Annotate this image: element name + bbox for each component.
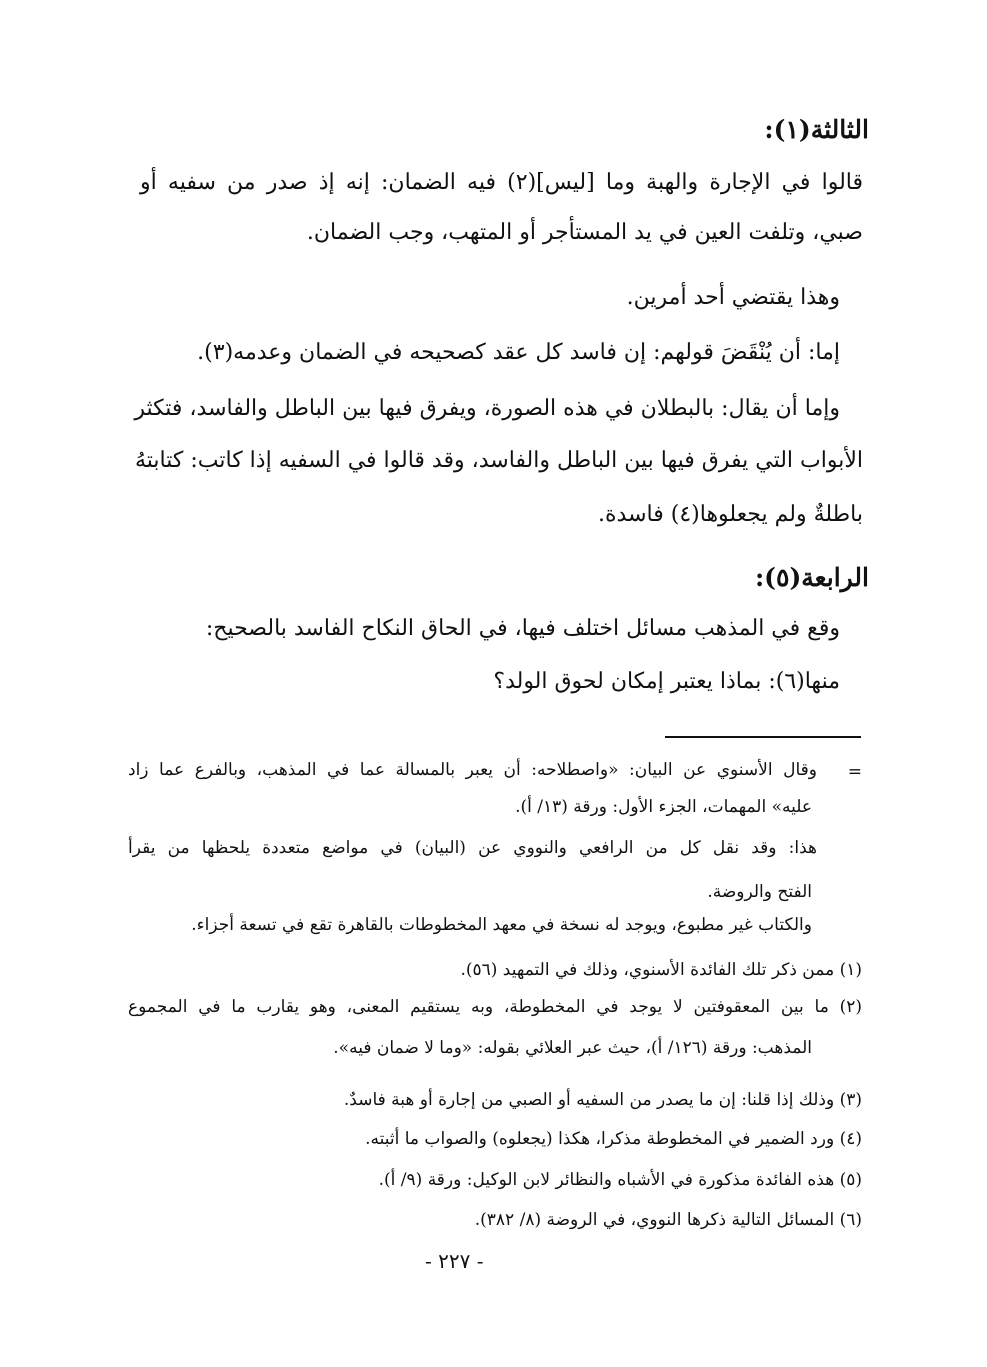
heading-fourth: الرابعة(٥): — [754, 563, 869, 592]
footnote-line: وقال الأسنوي عن البيان: «واصطلاحه: أن يعبر بالمسالة عما في المذهب، وبالفرع عما زاد — [128, 760, 817, 780]
footnote-line: هذا: وقد نقل كل من الرافعي والنووي عن (البيان) في مواضع متعددة يلحظها من يقرأ — [128, 838, 817, 858]
footnote-line: والكتاب غير مطبوع، ويوجد له نسخة في معهد المخطوطات بالقاهرة تقع في تسعة أجزاء. — [191, 915, 812, 935]
paragraph-line: وقع في المذهب مسائل اختلف فيها، في الحاق النكاح الفاسد بالصحيح: — [205, 616, 840, 641]
paragraph-line: باطلةٌ ولم يجعلوها(٤) فاسدة. — [598, 502, 863, 527]
paragraph-line: وإما أن يقال: بالبطلان في هذه الصورة، ويفرق فيها بين الباطل والفاسد، فتكثر — [134, 396, 840, 421]
footnote-line: (٤) ورد الضمير في المخطوطة مذكرا، هكذا (يجعلوه) والصواب ما أثبته. — [365, 1129, 862, 1149]
paragraph-line: قالوا في الإجارة والهبة وما [ليس](٢) فيه الضمان: إنه إذ صدر من سفيه أو — [140, 170, 863, 195]
footnote-line: المذهب: ورقة (١٢٦/ أ)، حيث عبر العلائي بقوله: «وما لا ضمان فيه». — [333, 1038, 812, 1058]
footnote-line: (٥) هذه الفائدة مذكورة في الأشباه والنظائر لابن الوكيل: ورقة (٩/ أ). — [378, 1170, 862, 1190]
page-number: - ٢٢٧ - — [425, 1249, 484, 1273]
footnote-line: (٣) وذلك إذا قلنا: إن ما يصدر من السفيه أو الصبي من إجارة أو هبة فاسدٌ. — [343, 1090, 862, 1110]
footnote-continuation-mark: = — [847, 762, 862, 782]
footnote-line: (٦) المسائل التالية ذكرها النووي، في الروضة (٨/ ٣٨٢). — [474, 1210, 862, 1230]
paragraph-line: وهذا يقتضي أحد أمرين. — [626, 285, 840, 310]
footnote-line: الفتح والروضة. — [707, 882, 812, 902]
footnote-separator — [665, 736, 861, 738]
heading-third: الثالثة(١): — [764, 115, 869, 144]
paragraph-line: منها(٦): بماذا يعتبر إمكان لحوق الولد؟ — [493, 669, 840, 694]
paragraph-line: صبي، وتلفت العين في يد المستأجر أو المتهب، وجب الضمان. — [306, 220, 863, 245]
paragraph-line: إما: أن يُنْقَضَ قولهم: إن فاسد كل عقد كصحيحه في الضمان وعدمه(٣). — [197, 340, 840, 365]
footnote-line: (١) ممن ذكر تلك الفائدة الأسنوي، وذلك في التمهيد (٥٦). — [460, 960, 862, 980]
footnote-line: (٢) ما بين المعقوفتين لا يوجد في المخطوطة، وبه يستقيم المعنى، وهو يقارب ما في المجموع — [128, 997, 862, 1017]
footnote-line: عليه» المهمات، الجزء الأول: ورقة (١٣/ أ). — [515, 797, 812, 817]
paragraph-line: الأبواب التي يفرق فيها بين الباطل والفاسد، وقد قالوا في السفيه إذا كاتب: كتابتهُ — [135, 448, 863, 473]
